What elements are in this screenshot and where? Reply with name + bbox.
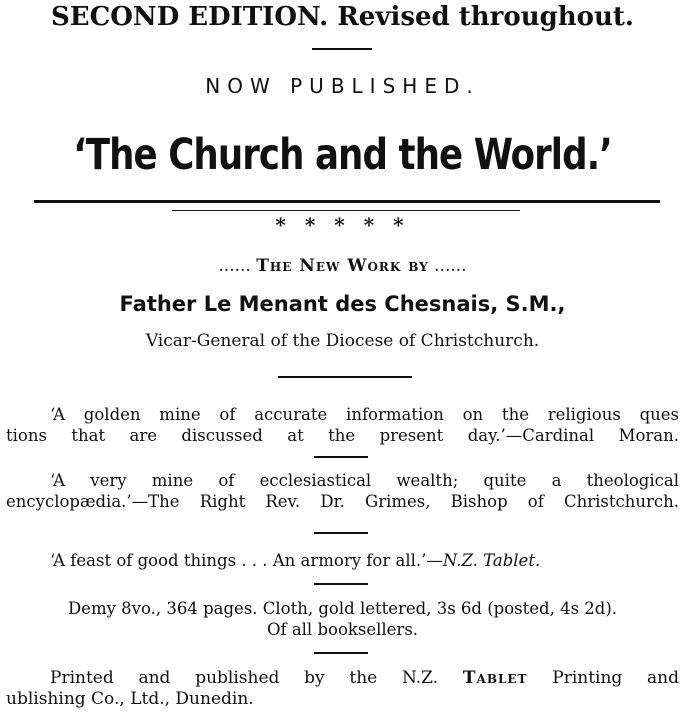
divider [312, 48, 372, 50]
quote-line: ‘A golden mine of accurate information on the religious ques [50, 405, 679, 424]
quote-line: ‘A very mine of ecclesiastical wealth; quite a theological [50, 471, 679, 490]
author-position: Vicar-General of the Diocese of Christchurch. [145, 331, 540, 351]
publisher-info [6, 668, 679, 710]
quote-source: N.Z. Tablet. [442, 551, 541, 570]
quote-line: ‘A feast of good things . . . An armory for all.’— [50, 551, 443, 570]
edition-heading: SECOND EDITION. Revised throughout. [51, 2, 634, 32]
review-quote [6, 470, 679, 512]
quote-line: encyclopædia.’—The Right Rev. Dr. Grimes, Bishop of Christchurch. [6, 492, 679, 511]
book-title: ‘The Church and the World.’ [73, 130, 612, 180]
new-work-line [0, 256, 685, 276]
author-name: Father Le Menant des Chesnais, S.M., [119, 292, 566, 316]
dots-right: ...... [434, 256, 467, 276]
asterism: * * * * * [275, 213, 410, 237]
divider [278, 376, 412, 378]
title-underline [34, 200, 660, 203]
review-quote [6, 550, 685, 571]
details-line: Demy 8vo., 364 pages. Cloth, gold lettered, 3s 6d (posted, 4s 2d). [67, 599, 618, 618]
new-work-label: The New Work by [256, 256, 429, 276]
publisher-text: Printed and published by the N.Z. [50, 668, 439, 688]
review-quote [6, 404, 679, 446]
book-details [0, 598, 685, 640]
divider [314, 456, 368, 458]
publisher-line [6, 668, 679, 689]
publisher-line: ublishing Co., Ltd., Dunedin. [6, 689, 254, 709]
publisher-text: Printing and [552, 668, 680, 688]
divider [314, 583, 368, 585]
quote-line: tions that are discussed at the present day.’—Cardinal Moran. [6, 426, 679, 445]
dots-left: ...... [218, 256, 251, 276]
title-underline-thin [172, 210, 520, 211]
divider [314, 532, 368, 534]
details-line: Of all booksellers. [266, 620, 419, 639]
now-published-heading: NOW PUBLISHED. [205, 74, 480, 98]
publisher-tablet: Tablet [462, 668, 528, 688]
divider [314, 652, 368, 654]
